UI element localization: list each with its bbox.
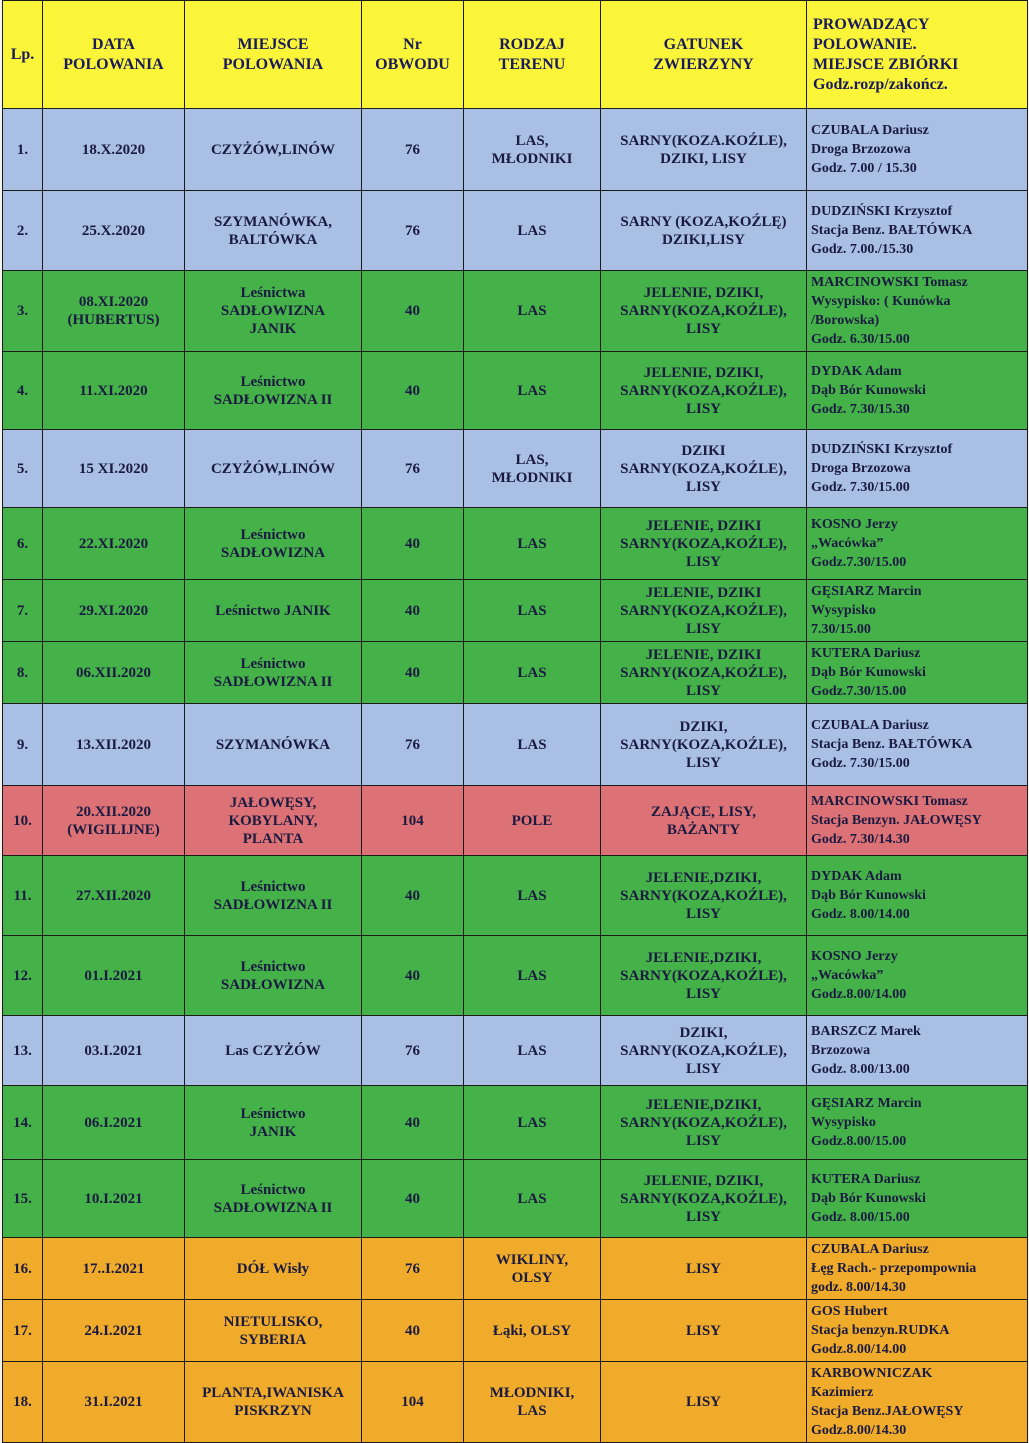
cell-terrain: LAS	[464, 1160, 601, 1238]
header-game: GATUNEK ZWIERZYNY	[601, 1, 807, 109]
table-row	[3, 856, 1028, 936]
cell-place: SZYMANÓWKA, BALTÓWKA	[185, 191, 362, 271]
cell-date: 18.X.2020	[43, 109, 185, 191]
header-place: MIEJSCE POLOWANIA	[185, 1, 362, 109]
cell-place: Leśnictwo JANIK	[185, 580, 362, 642]
header-terrain: RODZAJ TERENU	[464, 1, 601, 109]
cell-area: 76	[362, 430, 464, 508]
cell-date: 17..I.2021	[43, 1238, 185, 1300]
cell-game: LISY	[601, 1362, 807, 1443]
cell-game: LISY	[601, 1300, 807, 1362]
cell-leader: MARCINOWSKI Tomasz Wysypisko: ( Kunówka /Borowska) Godz. 6.30/15.00	[807, 271, 1028, 352]
cell-leader: CZUBALA Dariusz Stacja Benz. BAŁTÓWKA Godz. 7.30/15.00	[807, 704, 1028, 786]
table-row	[3, 704, 1028, 786]
cell-area: 76	[362, 1238, 464, 1300]
cell-place: Leśnictwo SADŁOWIZNA II	[185, 642, 362, 704]
cell-lp: 4.	[3, 352, 43, 430]
cell-lp: 12.	[3, 936, 43, 1016]
cell-terrain: POLE	[464, 786, 601, 856]
cell-place: Leśnictwo SADŁOWIZNA II	[185, 856, 362, 936]
table-row	[3, 1238, 1028, 1300]
cell-leader: KUTERA Dariusz Dąb Bór Kunowski Godz. 8.00/15.00	[807, 1160, 1028, 1238]
header-leader: PROWADZĄCY POLOWANIE. MIEJSCE ZBIÓRKI Godz.rozp/zakończ.	[807, 1, 1028, 109]
cell-game: DZIKI, SARNY(KOZA,KOŹLE), LISY	[601, 704, 807, 786]
table-row	[3, 580, 1028, 642]
cell-area: 40	[362, 1086, 464, 1160]
cell-date: 22.XI.2020	[43, 508, 185, 580]
cell-terrain: LAS	[464, 191, 601, 271]
cell-leader: KOSNO Jerzy „Wacówka” Godz.7.30/15.00	[807, 508, 1028, 580]
cell-lp: 2.	[3, 191, 43, 271]
cell-game: LISY	[601, 1238, 807, 1300]
schedule-rows	[3, 109, 1028, 1443]
cell-game: SARNY (KOZA,KOŹLĘ) DZIKI,LISY	[601, 191, 807, 271]
cell-terrain: LAS	[464, 1086, 601, 1160]
table-row	[3, 1016, 1028, 1086]
cell-date: 25.X.2020	[43, 191, 185, 271]
cell-game: JELENIE, DZIKI, SARNY(KOZA,KOŹLE), LISY	[601, 271, 807, 352]
cell-game: ZAJĄCE, LISY, BAŻANTY	[601, 786, 807, 856]
header-lp: Lp.	[3, 1, 43, 109]
cell-lp: 7.	[3, 580, 43, 642]
cell-leader: GĘSIARZ Marcin Wysypisko Godz.8.00/15.00	[807, 1086, 1028, 1160]
table-row	[3, 642, 1028, 704]
cell-leader: KARBOWNICZAK Kazimierz Stacja Benz.JAŁOWĘSY Godz.8.00/14.30	[807, 1362, 1028, 1443]
cell-date: 15 XI.2020	[43, 430, 185, 508]
cell-date: 06.XII.2020	[43, 642, 185, 704]
cell-lp: 6.	[3, 508, 43, 580]
cell-terrain: LAS	[464, 1016, 601, 1086]
cell-lp: 9.	[3, 704, 43, 786]
cell-lp: 15.	[3, 1160, 43, 1238]
table-row	[3, 352, 1028, 430]
cell-lp: 14.	[3, 1086, 43, 1160]
cell-leader: CZUBALA Dariusz Droga Brzozowa Godz. 7.00 / 15.30	[807, 109, 1028, 191]
cell-area: 76	[362, 1016, 464, 1086]
cell-game: SARNY(KOZA.KOŹLE), DZIKI, LISY	[601, 109, 807, 191]
table-row	[3, 1160, 1028, 1238]
header-area: Nr OBWODU	[362, 1, 464, 109]
cell-area: 76	[362, 704, 464, 786]
cell-terrain: LAS	[464, 580, 601, 642]
cell-area: 104	[362, 786, 464, 856]
cell-area: 40	[362, 580, 464, 642]
cell-place: PLANTA,IWANISKA PISKRZYN	[185, 1362, 362, 1443]
cell-lp: 10.	[3, 786, 43, 856]
cell-terrain: LAS	[464, 352, 601, 430]
hunting-schedule-table	[2, 0, 1028, 1443]
cell-area: 40	[362, 352, 464, 430]
cell-leader: DUDZIŃSKI Krzysztof Stacja Benz. BAŁTÓWKA Godz. 7.00./15.30	[807, 191, 1028, 271]
cell-place: Leśnictwo SADŁOWIZNA II	[185, 352, 362, 430]
table-row	[3, 786, 1028, 856]
cell-game: JELENIE,DZIKI, SARNY(KOZA,KOŹLE), LISY	[601, 1086, 807, 1160]
cell-terrain: LAS	[464, 936, 601, 1016]
cell-game: JELENIE, DZIKI, SARNY(KOZA,KOŹLE), LISY	[601, 352, 807, 430]
cell-place: SZYMANÓWKA	[185, 704, 362, 786]
cell-terrain: MŁODNIKI, LAS	[464, 1362, 601, 1443]
header-date: DATA POLOWANIA	[43, 1, 185, 109]
cell-date: 27.XII.2020	[43, 856, 185, 936]
cell-place: NIETULISKO, SYBERIA	[185, 1300, 362, 1362]
cell-date: 31.I.2021	[43, 1362, 185, 1443]
cell-date: 29.XI.2020	[43, 580, 185, 642]
cell-terrain: LAS, MŁODNIKI	[464, 430, 601, 508]
cell-place: DÓŁ Wisły	[185, 1238, 362, 1300]
cell-area: 104	[362, 1362, 464, 1443]
cell-place: CZYŻÓW,LINÓW	[185, 430, 362, 508]
table-row	[3, 508, 1028, 580]
table-row	[3, 936, 1028, 1016]
table-row	[3, 430, 1028, 508]
header-row	[3, 1, 1028, 109]
cell-game: JELENIE,DZIKI, SARNY(KOZA,KOŹLE), LISY	[601, 856, 807, 936]
cell-leader: MARCINOWSKI Tomasz Stacja Benzyn. JAŁOWĘSY Godz. 7.30/14.30	[807, 786, 1028, 856]
cell-terrain: LAS, MŁODNIKI	[464, 109, 601, 191]
cell-leader: DYDAK Adam Dąb Bór Kunowski Godz. 7.30/15.30	[807, 352, 1028, 430]
table-row	[3, 191, 1028, 271]
table-row	[3, 1362, 1028, 1443]
cell-terrain: LAS	[464, 508, 601, 580]
cell-terrain: LAS	[464, 856, 601, 936]
cell-leader: BARSZCZ Marek Brzozowa Godz. 8.00/13.00	[807, 1016, 1028, 1086]
cell-date: 10.I.2021	[43, 1160, 185, 1238]
cell-game: JELENIE, DZIKI SARNY(KOZA,KOŹLE), LISY	[601, 642, 807, 704]
table-row	[3, 1086, 1028, 1160]
cell-leader: KUTERA Dariusz Dąb Bór Kunowski Godz.7.30/15.00	[807, 642, 1028, 704]
cell-date: 20.XII.2020 (WIGILIJNE)	[43, 786, 185, 856]
cell-place: Leśnictwo SADŁOWIZNA	[185, 508, 362, 580]
cell-game: JELENIE,DZIKI, SARNY(KOZA,KOŹLE), LISY	[601, 936, 807, 1016]
cell-game: JELENIE, DZIKI SARNY(KOZA,KOŹLE), LISY	[601, 580, 807, 642]
cell-place: Leśnictwo JANIK	[185, 1086, 362, 1160]
cell-leader: GOS Hubert Stacja benzyn.RUDKA Godz.8.00/14.00	[807, 1300, 1028, 1362]
cell-date: 11.XI.2020	[43, 352, 185, 430]
cell-game: JELENIE, DZIKI, SARNY(KOZA,KOŹLE), LISY	[601, 1160, 807, 1238]
table-row	[3, 271, 1028, 352]
cell-area: 76	[362, 191, 464, 271]
cell-lp: 18.	[3, 1362, 43, 1443]
cell-lp: 16.	[3, 1238, 43, 1300]
cell-terrain: WIKLINY, OLSY	[464, 1238, 601, 1300]
table-row	[3, 1300, 1028, 1362]
cell-area: 40	[362, 856, 464, 936]
cell-lp: 13.	[3, 1016, 43, 1086]
cell-place: Las CZYŻÓW	[185, 1016, 362, 1086]
cell-game: JELENIE, DZIKI SARNY(KOZA,KOŹLE), LISY	[601, 508, 807, 580]
cell-lp: 11.	[3, 856, 43, 936]
cell-leader: DUDZIŃSKI Krzysztof Droga Brzozowa Godz. 7.30/15.00	[807, 430, 1028, 508]
cell-place: Leśnictwa SADŁOWIZNA JANIK	[185, 271, 362, 352]
cell-terrain: LAS	[464, 271, 601, 352]
cell-leader: GĘSIARZ Marcin Wysypisko 7.30/15.00	[807, 580, 1028, 642]
cell-leader: DYDAK Adam Dąb Bór Kunowski Godz. 8.00/14.00	[807, 856, 1028, 936]
cell-leader: CZUBALA Dariusz Łęg Rach.- przepompownia godz. 8.00/14.30	[807, 1238, 1028, 1300]
cell-terrain: LAS	[464, 704, 601, 786]
cell-date: 03.I.2021	[43, 1016, 185, 1086]
cell-place: Leśnictwo SADŁOWIZNA II	[185, 1160, 362, 1238]
cell-area: 40	[362, 936, 464, 1016]
cell-date: 24.I.2021	[43, 1300, 185, 1362]
cell-date: 06.I.2021	[43, 1086, 185, 1160]
cell-area: 40	[362, 1300, 464, 1362]
cell-date: 08.XI.2020 (HUBERTUS)	[43, 271, 185, 352]
cell-place: CZYŻÓW,LINÓW	[185, 109, 362, 191]
cell-leader: KOSNO Jerzy „Wacówka” Godz.8.00/14.00	[807, 936, 1028, 1016]
cell-area: 40	[362, 642, 464, 704]
cell-place: Leśnictwo SADŁOWIZNA	[185, 936, 362, 1016]
cell-lp: 1.	[3, 109, 43, 191]
cell-game: DZIKI SARNY(KOZA,KOŹLE), LISY	[601, 430, 807, 508]
cell-area: 40	[362, 508, 464, 580]
cell-lp: 8.	[3, 642, 43, 704]
cell-area: 40	[362, 271, 464, 352]
cell-area: 76	[362, 109, 464, 191]
cell-lp: 5.	[3, 430, 43, 508]
cell-area: 40	[362, 1160, 464, 1238]
cell-lp: 17.	[3, 1300, 43, 1362]
cell-lp: 3.	[3, 271, 43, 352]
cell-terrain: LAS	[464, 642, 601, 704]
table-row	[3, 109, 1028, 191]
cell-date: 13.XII.2020	[43, 704, 185, 786]
cell-game: DZIKI, SARNY(KOZA,KOŹLE), LISY	[601, 1016, 807, 1086]
cell-place: JAŁOWĘSY, KOBYLANY, PLANTA	[185, 786, 362, 856]
cell-date: 01.I.2021	[43, 936, 185, 1016]
cell-terrain: Łąki, OLSY	[464, 1300, 601, 1362]
